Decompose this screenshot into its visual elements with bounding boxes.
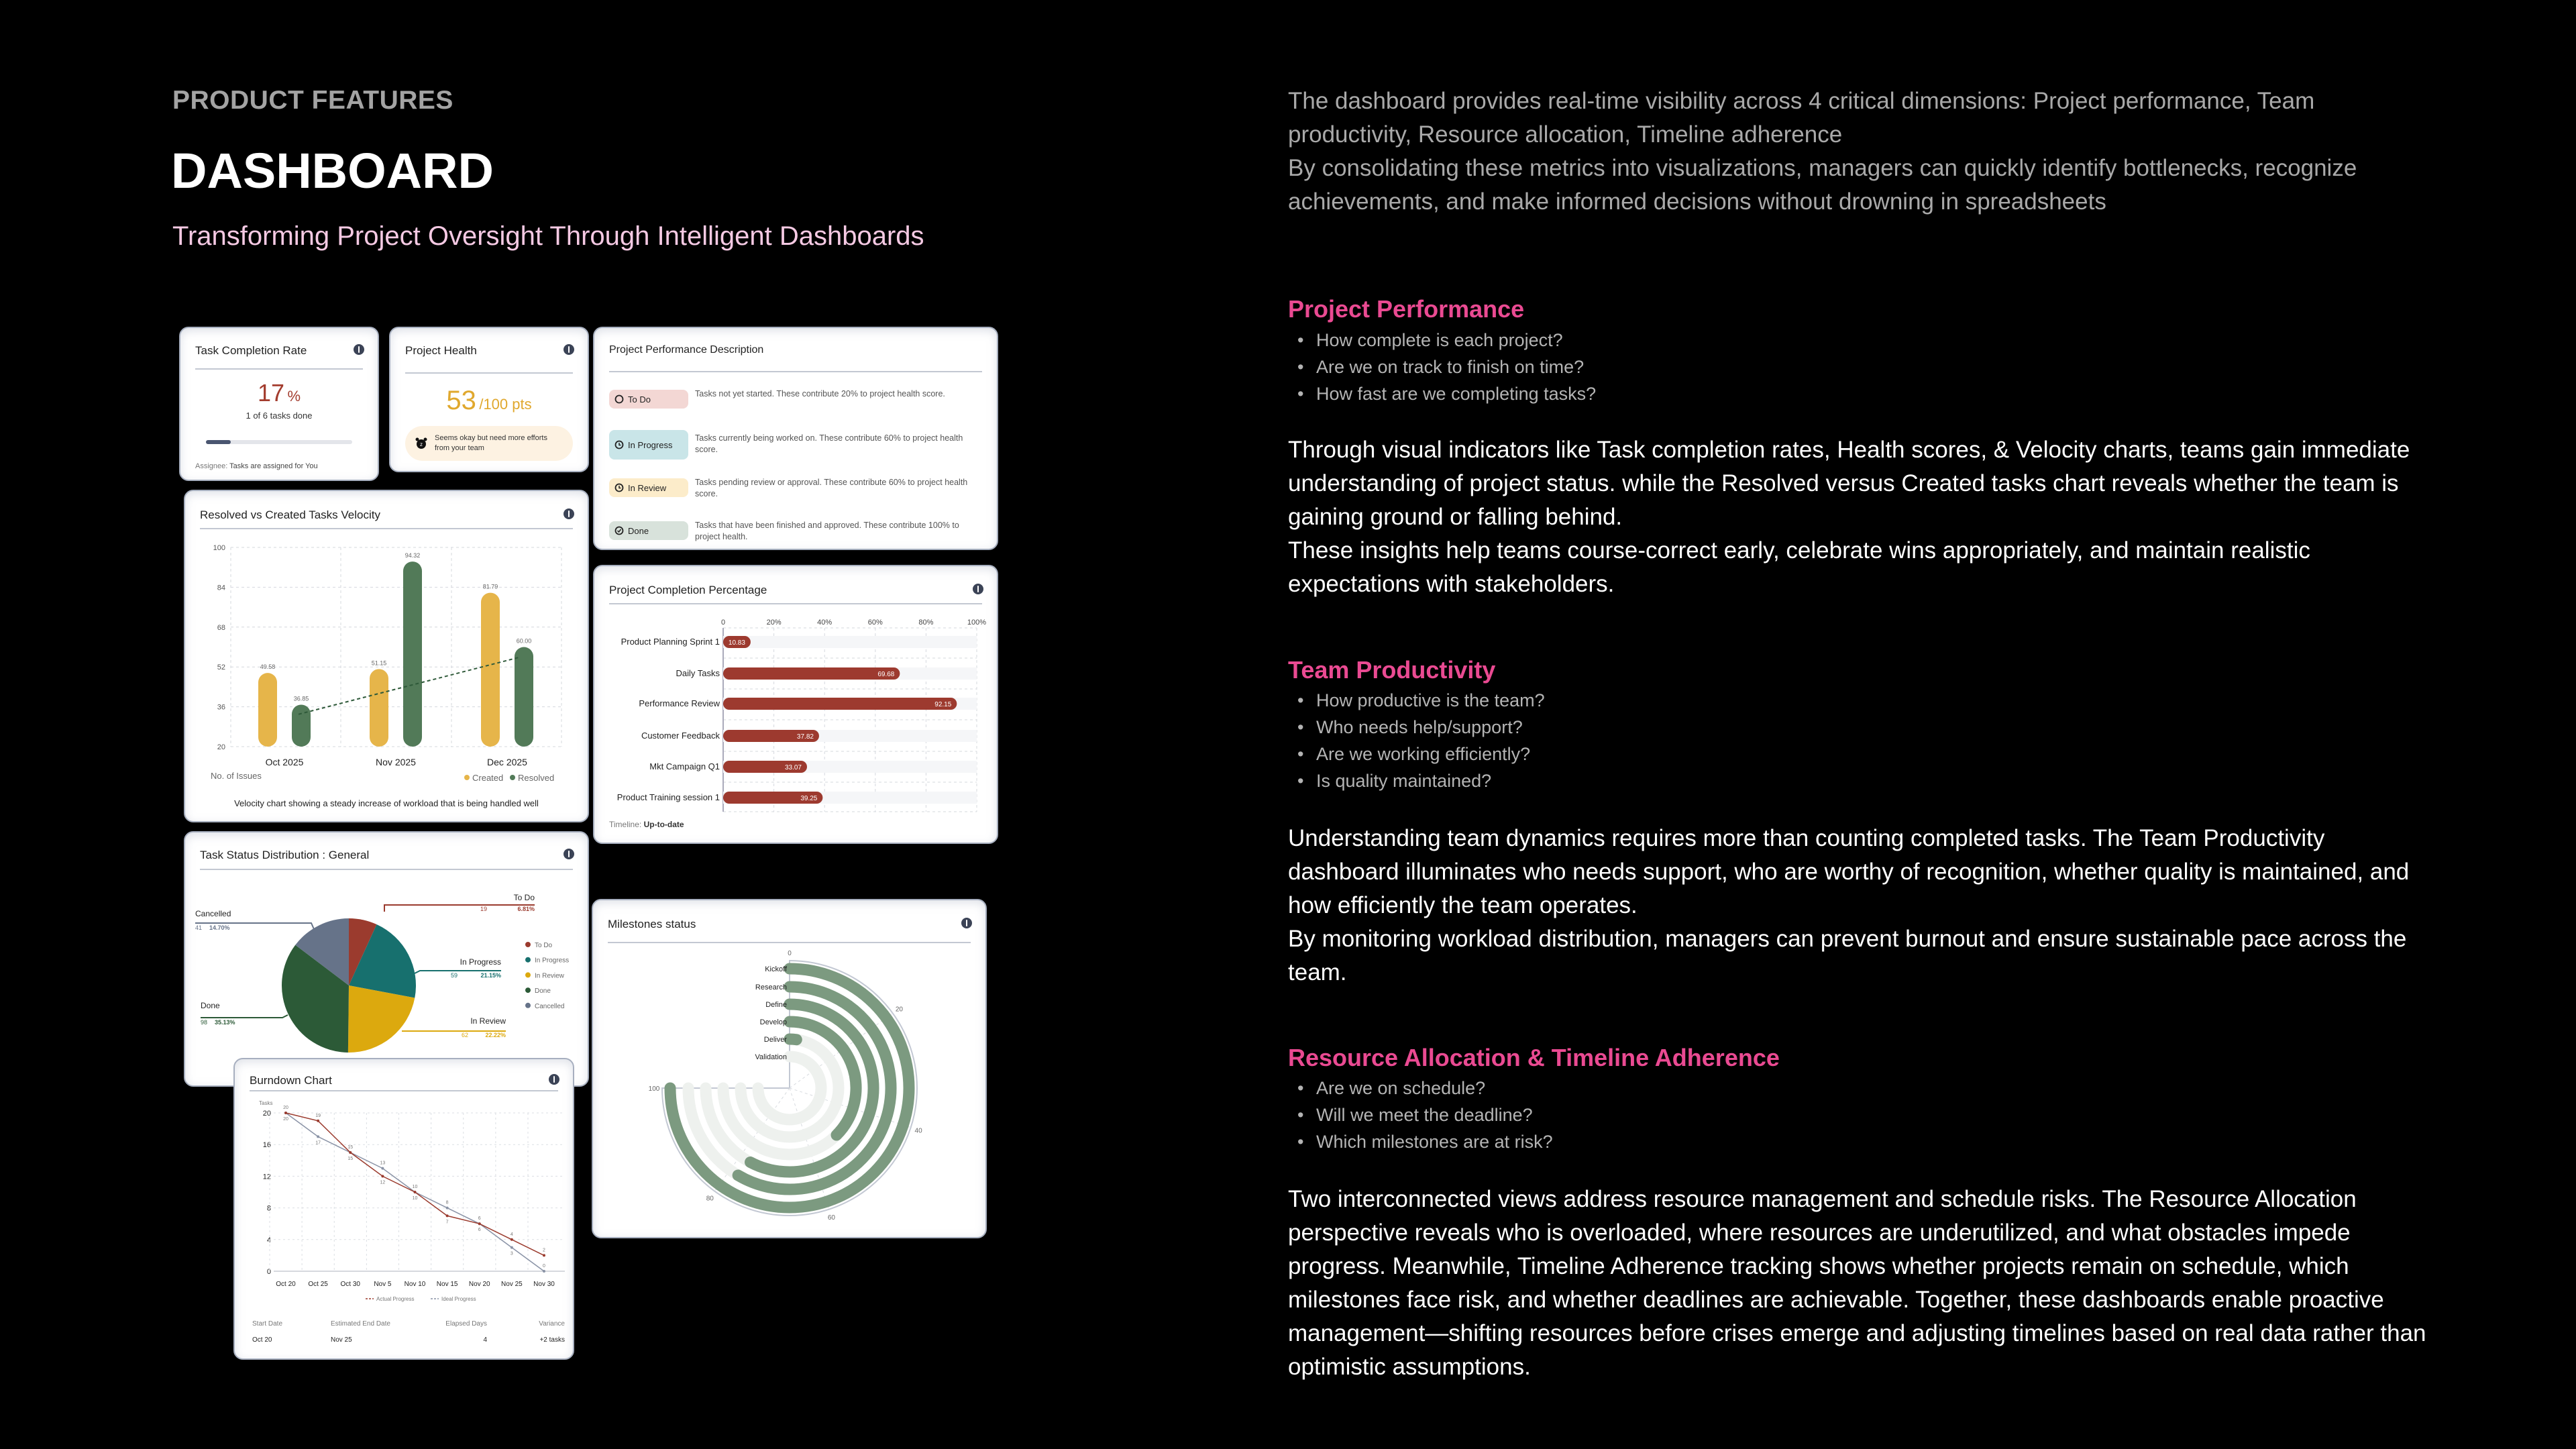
velocity-card xyxy=(184,490,589,822)
point-label: 15 xyxy=(347,1145,354,1150)
question-item xyxy=(1288,741,1545,767)
health-value: 53 xyxy=(446,386,476,415)
milestone-label: Kickoff xyxy=(765,965,787,973)
legend-swatch-resolved xyxy=(510,775,515,780)
question-item xyxy=(1288,767,1545,794)
status-description: Tasks currently being worked on. These contribute 60% to project health score. xyxy=(695,433,963,454)
stat-value: 4 xyxy=(483,1336,487,1344)
status-badge-in-progress xyxy=(609,430,688,460)
legend-swatch xyxy=(525,987,531,993)
radial-tick-label: 40 xyxy=(914,1127,922,1135)
bar-resolved xyxy=(515,647,533,747)
bar-value-label: 81.79 xyxy=(482,583,498,590)
x-tick-label: Oct 20 xyxy=(276,1281,296,1288)
data-point xyxy=(284,1112,287,1114)
legend-swatch xyxy=(525,1003,531,1008)
question-text: How fast are we completing tasks? xyxy=(1316,384,1597,404)
category-label: Customer Feedback xyxy=(641,731,720,741)
badge-label: Done xyxy=(628,525,649,536)
x-tick-label: Oct 25 xyxy=(308,1281,328,1288)
point-label: 12 xyxy=(380,1180,386,1185)
y-axis-title: Tasks xyxy=(259,1100,273,1106)
point-label: 17 xyxy=(315,1140,321,1146)
bar-created xyxy=(481,593,500,747)
data-point xyxy=(446,1207,449,1210)
radial-tick-label: 80 xyxy=(706,1195,714,1203)
burndown-card xyxy=(233,1058,574,1360)
callout-count: 19 xyxy=(480,906,488,912)
badge-label: To Do xyxy=(628,394,651,405)
data-point xyxy=(381,1167,384,1170)
completion-bar xyxy=(723,698,957,710)
milestones-radial-chart xyxy=(593,900,985,1237)
y-tick-label: 36 xyxy=(217,703,225,712)
question-list xyxy=(1288,327,1596,407)
legend-swatch xyxy=(525,957,531,963)
paragraph-text: These insights help teams course-correct early, celebrate wins appropriately, and maintain realistic expectations with stakeholders. xyxy=(1288,537,2310,597)
legend-label: Created xyxy=(472,773,504,783)
callout-count: 98 xyxy=(201,1019,208,1026)
divider xyxy=(405,372,573,374)
status-description: Tasks that have been finished and approved. These contribute 100% to project health. xyxy=(695,521,959,541)
question-item xyxy=(1288,327,1596,354)
clock-icon xyxy=(614,440,624,449)
y-tick-label: 20 xyxy=(262,1110,271,1118)
bar-value-label: 10.83 xyxy=(728,639,745,647)
bullet-icon: • xyxy=(1297,744,1304,764)
paragraph-text: Understanding team dynamics requires more than counting completed tasks. The Team Productivity dashboard illuminates who needs support, who are worthy of recognition, whether quality is maintained, and how efficiently the team operates. xyxy=(1288,825,2410,918)
x-tick-label: Nov 2025 xyxy=(376,757,416,767)
legend-label: Ideal Progress xyxy=(441,1296,476,1302)
bar-value-label: 60.00 xyxy=(516,637,532,645)
milestone-label: Research xyxy=(755,983,787,991)
callout-label: In Review xyxy=(470,1016,506,1026)
bullet-icon: • xyxy=(1297,357,1304,377)
legend-label: Actual Progress xyxy=(376,1296,415,1302)
y-tick-label: 8 xyxy=(266,1204,271,1213)
stat-label: Variance xyxy=(539,1320,565,1328)
point-label: 13 xyxy=(380,1161,386,1166)
milestone-label: Develop xyxy=(759,1018,787,1026)
legend-label: Done xyxy=(535,987,551,996)
callout-label: In Progress xyxy=(460,957,501,967)
x-tick-label: Nov 15 xyxy=(436,1281,458,1288)
bullet-icon: • xyxy=(1297,771,1304,791)
milestone-label: Validation xyxy=(755,1053,787,1061)
stat-value: Nov 25 xyxy=(331,1336,352,1344)
question-text: Which milestones are at risk? xyxy=(1316,1132,1553,1152)
legend-swatch-created xyxy=(464,775,470,780)
legend-label: Resolved xyxy=(518,773,555,783)
callout-count: 62 xyxy=(462,1032,469,1038)
category-label: Mkt Campaign Q1 xyxy=(649,761,720,771)
legend-label: Cancelled xyxy=(535,1002,565,1010)
category-label: Daily Tasks xyxy=(676,668,720,678)
x-tick-label: Dec 2025 xyxy=(487,757,527,767)
health-score xyxy=(390,386,588,416)
y-tick-label: 4 xyxy=(266,1236,271,1244)
data-point xyxy=(543,1270,545,1273)
card-title: Burndown Chart xyxy=(250,1074,332,1087)
stat-label: Start Date xyxy=(252,1320,283,1328)
stat-label: Elapsed Days xyxy=(445,1320,487,1328)
card-title: Project Performance Description xyxy=(609,344,764,356)
y-tick-label: 0 xyxy=(266,1268,271,1276)
status-description: Tasks not yet started. These contribute 20% to project health score. xyxy=(695,389,945,398)
y-tick-label: 20 xyxy=(217,743,225,751)
bullet-icon: • xyxy=(1297,330,1304,350)
bar-value-label: 49.58 xyxy=(260,663,276,671)
project-completion-card xyxy=(593,565,998,844)
x-tick-label: 80% xyxy=(918,619,934,627)
callout-label: To Do xyxy=(513,893,535,902)
category-label: Performance Review xyxy=(639,698,720,708)
status-pie-chart xyxy=(185,833,588,1085)
health-note xyxy=(405,426,573,461)
stat-value: Oct 20 xyxy=(252,1336,272,1344)
bar-value-label: 51.15 xyxy=(371,659,387,667)
status-badge-to-do xyxy=(609,390,688,409)
x-tick-label: Nov 10 xyxy=(404,1281,426,1288)
health-unit: /100 pts xyxy=(479,396,532,413)
question-text: Are we working efficiently? xyxy=(1316,744,1531,764)
point-label: 0 xyxy=(543,1264,545,1269)
point-label: 3 xyxy=(510,1251,513,1256)
card-title: Milestones status xyxy=(608,918,696,930)
question-list xyxy=(1288,687,1545,794)
section-heading: Project Performance xyxy=(1288,295,1525,323)
point-label: 10 xyxy=(412,1185,418,1189)
performance-description-card xyxy=(593,327,998,550)
section-paragraph xyxy=(1288,822,2442,989)
milestone-label: Deliver xyxy=(763,1036,787,1044)
badge-label: In Progress xyxy=(628,439,673,450)
bar-value-label: 37.82 xyxy=(796,733,814,741)
x-tick-label: 100% xyxy=(967,619,987,627)
completion-chart xyxy=(594,566,997,843)
y-axis-label: No. of Issues xyxy=(211,771,262,781)
timeline-label: Timeline: xyxy=(609,820,642,829)
page-subtitle: Transforming Project Oversight Through Intelligent Dashboards xyxy=(172,221,924,251)
point-label: 4 xyxy=(510,1232,513,1237)
completion-value: 17 xyxy=(257,379,285,407)
info-icon[interactable] xyxy=(564,344,574,355)
completion-bar xyxy=(723,667,900,680)
card-title: Resolved vs Created Tasks Velocity xyxy=(200,508,380,521)
burndown-chart xyxy=(235,1059,573,1358)
card-title: Task Completion Rate xyxy=(195,344,307,357)
question-text: How productive is the team? xyxy=(1316,690,1545,710)
info-icon[interactable] xyxy=(354,344,364,355)
bar-value-label: 39.25 xyxy=(800,795,818,802)
data-point xyxy=(511,1246,513,1249)
card-title: Task Status Distribution : General xyxy=(200,849,370,861)
clock-icon xyxy=(614,483,624,492)
bar-resolved xyxy=(403,561,422,747)
legend-label: In Review xyxy=(535,972,564,980)
y-tick-label: 52 xyxy=(217,663,225,672)
card-title: Project Health xyxy=(405,344,477,357)
question-item xyxy=(1288,380,1596,407)
legend-swatch xyxy=(525,942,531,947)
y-tick-label: 84 xyxy=(217,584,225,592)
timeline-value: Up-to-date xyxy=(643,820,684,829)
assignee-line xyxy=(195,462,318,470)
tasks-done-text: 1 of 6 tasks done xyxy=(246,411,313,421)
milestones-card xyxy=(592,899,987,1238)
data-point xyxy=(478,1222,481,1225)
y-tick-label: 12 xyxy=(262,1173,271,1181)
callout-percent: 22.22% xyxy=(485,1032,506,1038)
callout-percent: 14.70% xyxy=(209,924,230,931)
radial-tick-label: 20 xyxy=(895,1006,903,1014)
bullet-icon: • xyxy=(1297,1078,1304,1098)
data-point xyxy=(317,1120,319,1122)
y-tick-label: 68 xyxy=(217,623,225,632)
y-tick-label: 100 xyxy=(213,544,225,552)
bar-track xyxy=(723,636,977,648)
point-label: 19 xyxy=(315,1113,321,1118)
bar-value-label: 69.68 xyxy=(877,671,895,678)
point-label: 7 xyxy=(445,1220,449,1225)
question-item xyxy=(1288,714,1545,741)
divider xyxy=(195,368,363,370)
radial-tick-label: 100 xyxy=(648,1085,660,1093)
bar-resolved xyxy=(292,704,311,747)
data-point xyxy=(381,1175,384,1177)
badge-label: In Review xyxy=(628,482,667,493)
x-tick-label: 0 xyxy=(720,619,726,627)
x-tick-label: Nov 30 xyxy=(533,1281,555,1288)
status-badge-done xyxy=(609,521,688,540)
point-label: 20 xyxy=(283,1117,288,1122)
page-title: DASHBOARD xyxy=(171,143,494,199)
timeline-status xyxy=(609,820,684,829)
completion-rate xyxy=(180,379,378,407)
x-tick-label: 20% xyxy=(766,619,782,627)
bullet-icon: • xyxy=(1297,384,1304,404)
bullet-icon: • xyxy=(1297,690,1304,710)
question-text: Are we on track to finish on time? xyxy=(1316,357,1585,377)
paragraph-text: Through visual indicators like Task completion rates, Health scores, & Velocity charts, teams gain immediate understanding of project status. while the Resolved versus Created tasks chart reveals whether the team is gaining ground or falling behind. xyxy=(1288,437,2410,530)
x-tick-label: 60% xyxy=(867,619,883,627)
bullet-icon: • xyxy=(1297,717,1304,737)
status-description: Tasks pending review or approval. These contribute 60% to project health score. xyxy=(695,478,968,498)
data-point xyxy=(317,1135,319,1138)
callout-percent: 6.81% xyxy=(517,906,535,912)
divider xyxy=(609,371,982,372)
assignee-value: Tasks are assigned for You xyxy=(229,462,318,470)
stat-value: +2 tasks xyxy=(539,1336,565,1344)
point-label: 20 xyxy=(283,1106,288,1110)
x-tick-label: 40% xyxy=(817,619,833,627)
question-text: Who needs help/support? xyxy=(1316,717,1523,737)
milestone-bar-deliver xyxy=(790,1039,796,1040)
assignee-label: Assignee: xyxy=(195,462,228,470)
bar-value-label: 33.07 xyxy=(784,764,802,771)
question-text: Will we meet the deadline? xyxy=(1316,1105,1533,1125)
legend-label: In Progress xyxy=(535,957,570,965)
intro-paragraph: By consolidating these metrics into visualizations, managers can quickly identify bottlenecks, recognize achievements, and make informed decisions without drowning in spreadsheets xyxy=(1288,155,2357,215)
question-text: How complete is each project? xyxy=(1316,330,1563,350)
stat-label: Estimated End Date xyxy=(331,1320,390,1328)
completion-progress-bar xyxy=(206,440,352,444)
point-label: 6 xyxy=(478,1216,481,1222)
x-tick-label: Oct 30 xyxy=(340,1281,360,1288)
callout-count: 41 xyxy=(195,924,203,931)
callout-percent: 21.15% xyxy=(480,972,501,979)
legend-swatch xyxy=(525,972,531,977)
callout-line xyxy=(201,1015,288,1018)
point-label: 2 xyxy=(543,1248,545,1253)
check-circle-icon xyxy=(614,526,624,535)
paragraph-text: By monitoring workload distribution, managers can prevent burnout and ensure sustainable pace across the team. xyxy=(1288,926,2407,985)
bar-created xyxy=(258,673,277,747)
legend-label: To Do xyxy=(535,942,553,949)
point-label: 8 xyxy=(445,1200,449,1205)
section-heading: Team Productivity xyxy=(1288,656,1496,684)
question-item xyxy=(1288,354,1596,380)
radial-tick-label: 0 xyxy=(788,950,792,957)
section-paragraph xyxy=(1288,433,2442,601)
data-point xyxy=(349,1151,352,1154)
section-heading: Resource Allocation & Timeline Adherence xyxy=(1288,1044,1780,1071)
data-point xyxy=(511,1238,513,1241)
point-label: 15 xyxy=(347,1157,354,1161)
x-tick-label: Oct 2025 xyxy=(265,757,304,767)
category-label: Product Planning Sprint 1 xyxy=(621,637,720,647)
circle-outline-icon xyxy=(614,394,624,404)
progress-fill xyxy=(206,440,231,444)
callout-count: 59 xyxy=(451,972,458,979)
question-list xyxy=(1288,1075,1553,1155)
section-paragraph xyxy=(1288,1183,2442,1384)
task-status-card xyxy=(184,831,589,1087)
bullet-icon: • xyxy=(1297,1105,1304,1125)
completion-unit: % xyxy=(287,388,301,405)
bar-created xyxy=(370,669,388,747)
data-point xyxy=(446,1214,449,1217)
callout-label: Cancelled xyxy=(195,909,231,918)
question-item xyxy=(1288,1128,1553,1155)
x-tick-label: Nov 25 xyxy=(501,1281,523,1288)
data-point xyxy=(543,1254,545,1256)
callout-label: Done xyxy=(201,1001,220,1010)
y-tick-label: 16 xyxy=(262,1141,271,1150)
point-label: 6 xyxy=(478,1228,481,1233)
alarm-clock-icon xyxy=(415,437,428,450)
callout-percent: 35.13% xyxy=(215,1019,235,1026)
intro-paragraph: The dashboard provides real-time visibility across 4 critical dimensions: Project performance, Team productivity, Resource allocation, Timeline adherence xyxy=(1288,88,2315,148)
x-tick-label: Nov 5 xyxy=(374,1281,392,1288)
health-note-text: Seems okay but need more efforts from your team xyxy=(435,434,547,452)
point-label: 10 xyxy=(412,1196,418,1201)
chart-caption: Velocity chart showing a steady increase of workload that is being handled well xyxy=(234,798,539,808)
task-completion-card xyxy=(179,327,379,481)
callout-line xyxy=(384,905,535,912)
data-point xyxy=(414,1191,417,1193)
intro-text xyxy=(1288,85,2442,219)
radial-tick-label: 60 xyxy=(827,1214,835,1222)
category-label: Product Training session 1 xyxy=(616,792,720,802)
bar-value-label: 36.85 xyxy=(293,695,309,702)
bullet-icon: • xyxy=(1297,1132,1304,1152)
question-item xyxy=(1288,687,1545,714)
card-title: Project Completion Percentage xyxy=(609,584,767,596)
bar-value-label: 94.32 xyxy=(405,552,421,559)
project-health-card xyxy=(389,327,589,472)
milestone-label: Define xyxy=(765,1001,787,1009)
x-tick-label: Nov 20 xyxy=(468,1281,490,1288)
question-text: Is quality maintained? xyxy=(1316,771,1492,791)
eyebrow-label: PRODUCT FEATURES xyxy=(172,86,453,115)
status-badge-in-review xyxy=(609,478,688,497)
paragraph-text: Two interconnected views address resource management and schedule risks. The Resource Allocation perspective reveals who is overloaded, where resources are underutilized, and what obstacles impede progress. Meanwhile, Timeline Adherence tracking shows whether projects remain on schedule, which milestones face risk, and whether deadlines are achievable. Together, these dashboards enable proactive management—shifting resources before crises emerge and adjusting timelines based on real data rather than optimistic assumptions. xyxy=(1288,1186,2426,1380)
bar-value-label: 92.15 xyxy=(934,701,952,708)
question-item xyxy=(1288,1075,1553,1102)
question-text: Are we on schedule? xyxy=(1316,1078,1486,1098)
question-item xyxy=(1288,1102,1553,1128)
svg-text:z: z xyxy=(420,441,423,447)
